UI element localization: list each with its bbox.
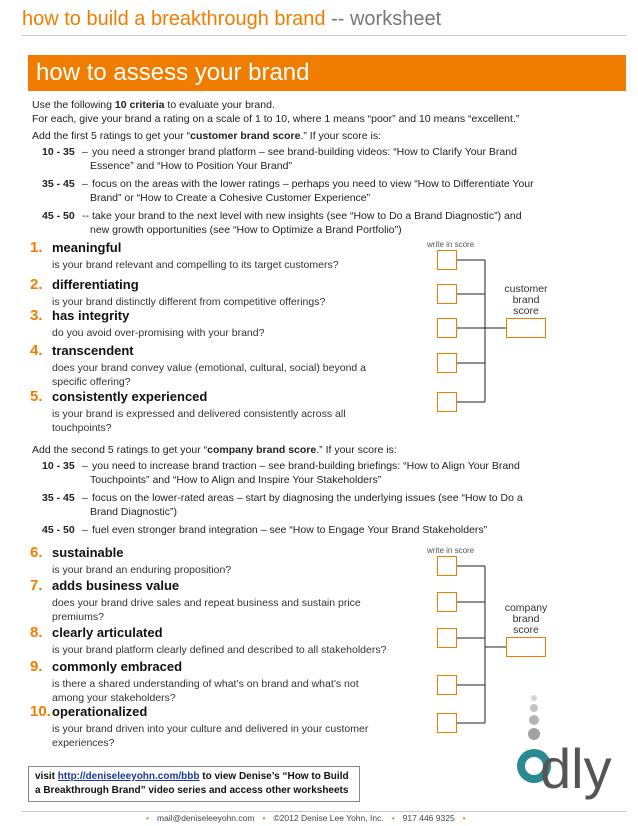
criterion-number: 6. xyxy=(30,544,43,561)
score-range: 10 - 35 xyxy=(42,146,75,158)
criterion-title: meaningful xyxy=(52,240,122,255)
intro-line-2: For each, give your brand a rating on a scale of 1 to 10, where 1 means “poor” and 10 means “excellent.” xyxy=(32,113,520,125)
criterion-question: is your brand is expressed and delivered consistently across all xyxy=(52,408,346,420)
customer-score-lead: Add the first 5 ratings to get your “customer brand score.” If your score is: xyxy=(32,130,381,142)
score-label: score xyxy=(513,624,539,636)
score-label: brand xyxy=(512,294,540,306)
criterion-number: 10. xyxy=(30,703,51,720)
criterion-number: 4. xyxy=(30,342,43,359)
logo-dot-4 xyxy=(528,728,540,740)
range-separator: – xyxy=(82,460,88,472)
criterion-question: is there a shared understanding of what’s on brand and what’s not xyxy=(52,678,359,690)
footer-divider xyxy=(22,811,626,812)
criterion-number: 7. xyxy=(30,577,43,594)
criterion-question: among your stakeholders? xyxy=(52,692,176,704)
range-description: focus on the lower-rated areas – start by diagnosing the underlying issues (see “How to Do a xyxy=(92,492,523,504)
score-range: 35 - 45 xyxy=(42,178,75,190)
intro-line-1: Use the following 10 criteria to evaluate your brand. xyxy=(32,99,275,111)
range-description: Essence” and “How to Position Your Brand” xyxy=(90,160,292,172)
criterion-title: transcendent xyxy=(52,343,134,358)
criterion-question: is your brand driven into your culture and delivered in your customer xyxy=(52,723,369,735)
write-in-label: write in score xyxy=(427,240,475,249)
criterion-title: clearly articulated xyxy=(52,625,163,640)
score-range: 45 - 50 xyxy=(42,210,75,222)
range-description: take your brand to the next level with new insights (see “How to Do a Brand Diagnostic”) and xyxy=(92,210,522,222)
score-label: brand xyxy=(512,613,540,625)
criterion-question: specific offering? xyxy=(52,376,131,388)
range-description: you need to increase brand traction – see brand-building briefings: “How to Align Your Brand xyxy=(92,460,520,472)
range-separator: -- xyxy=(82,210,89,222)
dly-logo xyxy=(517,695,612,800)
score-label: customer xyxy=(504,283,548,295)
score-range: 35 - 45 xyxy=(42,492,75,504)
range-description: focus on the areas with the lower ratings – perhaps you need to view “How to Differentiate Your xyxy=(92,178,534,190)
range-description: Touchpoints” and “How to Align and Inspire Your Stakeholders” xyxy=(90,474,382,486)
score-range: 10 - 35 xyxy=(42,460,75,472)
criterion-question: does your brand convey value (emotional, cultural, social) beyond a xyxy=(52,362,367,374)
criterion-question: premiums? xyxy=(52,611,104,623)
score-label: company xyxy=(504,602,548,614)
criterion-question: is your brand distinctly different from competitive offerings? xyxy=(52,296,326,308)
criterion-question: is your brand relevant and compelling to its target customers? xyxy=(52,259,339,271)
range-description: you need a stronger brand platform – see brand-building videos: “How to Clarify Your Brand xyxy=(92,146,517,158)
range-separator: – xyxy=(82,524,88,536)
footer-email[interactable]: mail@deniseleeyohn.com xyxy=(156,813,255,823)
criterion-question: is your brand platform clearly defined and described to all stakeholders? xyxy=(52,644,387,656)
range-separator: – xyxy=(82,492,88,504)
criterion-question: touchpoints? xyxy=(52,422,112,434)
logo-dot-3 xyxy=(529,715,539,725)
cta-box: visit http://deniseleeyohn.com/bbb to view Denise’s “How to Build a Breakthrough Brand” video series and access other worksheets xyxy=(28,766,360,802)
criterion-title: has integrity xyxy=(52,308,130,323)
criterion-title: commonly embraced xyxy=(52,659,183,674)
company-score-lead: Add the second 5 ratings to get your “company brand score.” If your score is: xyxy=(32,444,397,456)
section-banner: how to assess your brand xyxy=(28,55,626,91)
criterion-question: do you avoid over-promising with your brand? xyxy=(52,327,265,339)
write-in-label: write in score xyxy=(427,546,475,555)
range-separator: – xyxy=(82,146,88,158)
criterion-title: sustainable xyxy=(52,545,124,560)
footer-copyright: ©2012 Denise Lee Yohn, Inc. xyxy=(273,813,384,823)
criterion-title: differentiating xyxy=(52,277,139,292)
range-separator: – xyxy=(82,178,88,190)
range-description: new growth opportunities (see “How to Optimize a Brand Portfolio”) xyxy=(90,224,402,236)
criterion-number: 2. xyxy=(30,276,43,293)
criterion-question: experiences? xyxy=(52,737,115,749)
criterion-number: 5. xyxy=(30,388,43,405)
footer: • mail@deniseleeyohn.com • ©2012 Denise Lee Yohn, Inc. • 917 446 9325 • xyxy=(146,813,466,823)
logo-text: dly xyxy=(540,737,612,800)
criterion-question: does your brand drive sales and repeat business and sustain price xyxy=(52,597,361,609)
range-description: fuel even stronger brand integration – see “How to Engage Your Brand Stakeholders” xyxy=(92,524,488,536)
criterion-number: 9. xyxy=(30,658,43,675)
criterion-title: consistently experienced xyxy=(52,389,208,404)
range-description: Brand” or “How to Create a Cohesive Customer Experience” xyxy=(90,192,371,204)
criterion-title: operationalized xyxy=(52,704,148,719)
criterion-number: 8. xyxy=(30,624,43,641)
page-title: how to build a breakthrough brand -- worksheet xyxy=(22,8,442,30)
logo-dot-2 xyxy=(530,704,538,712)
criterion-title: adds business value xyxy=(52,578,180,593)
criterion-number: 1. xyxy=(30,239,43,256)
score-label: score xyxy=(513,305,539,317)
footer-phone: 917 446 9325 xyxy=(402,813,455,823)
criterion-question: is your brand an enduring proposition? xyxy=(52,564,232,576)
logo-dot-1 xyxy=(531,695,537,701)
range-description: Brand Diagnostic”) xyxy=(90,506,177,518)
score-range: 45 - 50 xyxy=(42,524,75,536)
cta-link[interactable]: http://deniseleeyohn.com/bbb xyxy=(57,771,200,782)
criterion-number: 3. xyxy=(30,307,43,324)
